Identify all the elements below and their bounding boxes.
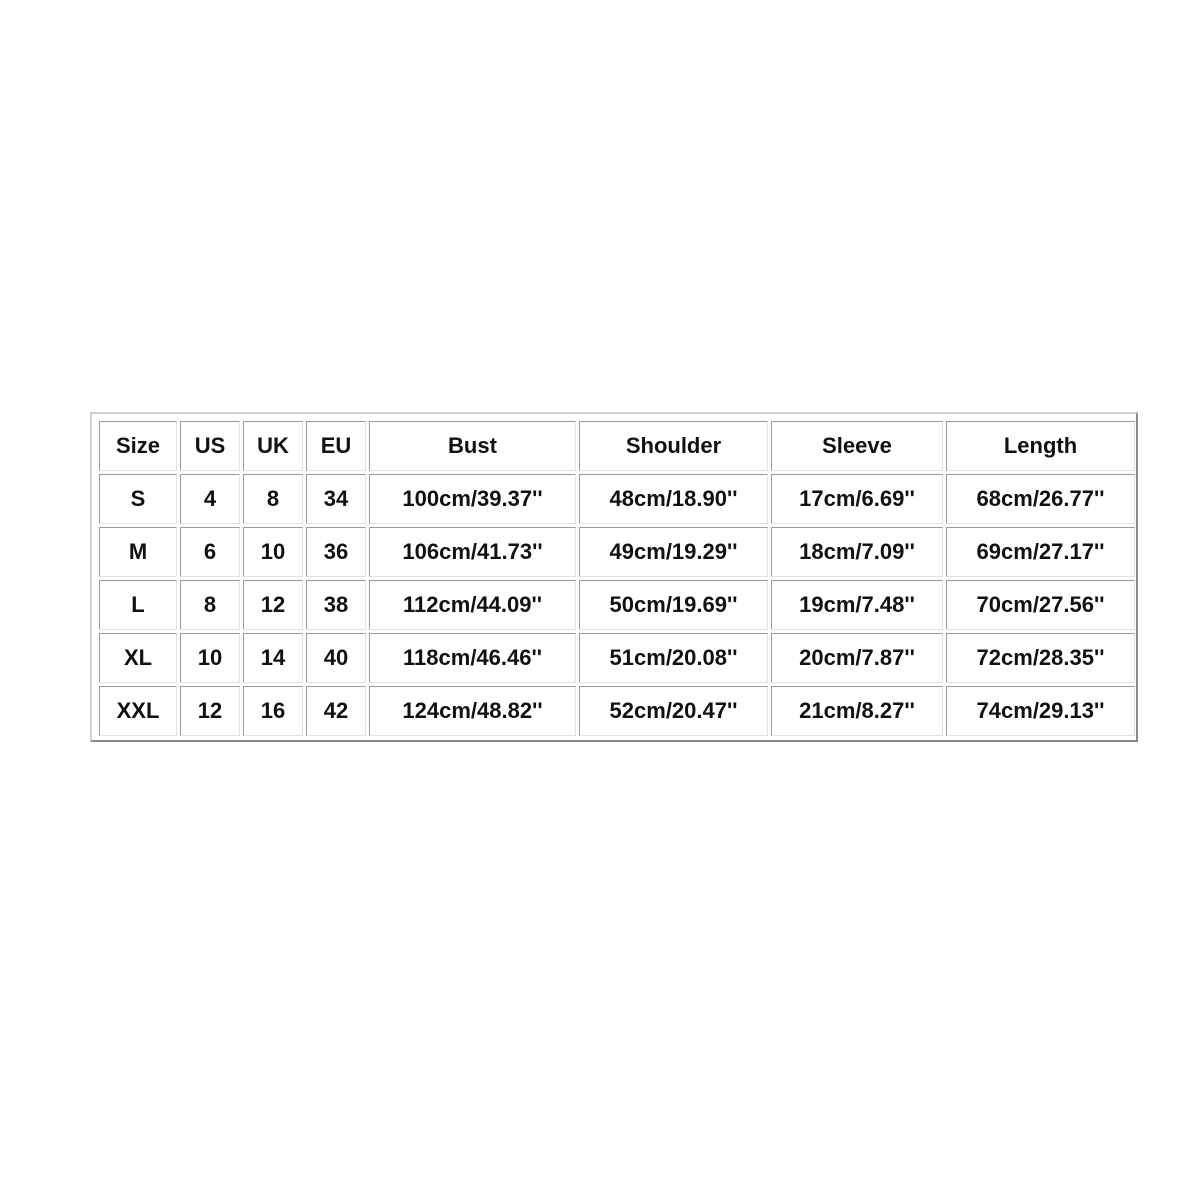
cell-us: 12 — [180, 686, 240, 736]
cell-sleeve: 20cm/7.87'' — [771, 633, 943, 683]
table-row — [99, 527, 1135, 577]
cell-us: 8 — [180, 580, 240, 630]
cell-shoulder: 49cm/19.29'' — [579, 527, 768, 577]
cell-bust: 124cm/48.82'' — [369, 686, 576, 736]
cell-shoulder: 50cm/19.69'' — [579, 580, 768, 630]
cell-eu: 34 — [306, 474, 366, 524]
cell-bust: 100cm/39.37'' — [369, 474, 576, 524]
cell-length: 68cm/26.77'' — [946, 474, 1135, 524]
header-row — [99, 421, 1135, 471]
cell-sleeve: 21cm/8.27'' — [771, 686, 943, 736]
header-size: Size — [99, 421, 177, 471]
cell-size: S — [99, 474, 177, 524]
cell-uk: 8 — [243, 474, 303, 524]
cell-eu: 40 — [306, 633, 366, 683]
header-us: US — [180, 421, 240, 471]
header-length: Length — [946, 421, 1135, 471]
cell-us: 10 — [180, 633, 240, 683]
cell-length: 74cm/29.13'' — [946, 686, 1135, 736]
cell-bust: 106cm/41.73'' — [369, 527, 576, 577]
cell-sleeve: 17cm/6.69'' — [771, 474, 943, 524]
cell-bust: 118cm/46.46'' — [369, 633, 576, 683]
cell-uk: 14 — [243, 633, 303, 683]
cell-bust: 112cm/44.09'' — [369, 580, 576, 630]
cell-size: XL — [99, 633, 177, 683]
cell-size: L — [99, 580, 177, 630]
cell-sleeve: 18cm/7.09'' — [771, 527, 943, 577]
cell-shoulder: 48cm/18.90'' — [579, 474, 768, 524]
header-bust: Bust — [369, 421, 576, 471]
size-chart — [90, 412, 1138, 742]
table-row — [99, 633, 1135, 683]
table-row — [99, 580, 1135, 630]
cell-size: M — [99, 527, 177, 577]
cell-length: 69cm/27.17'' — [946, 527, 1135, 577]
cell-uk: 10 — [243, 527, 303, 577]
cell-uk: 16 — [243, 686, 303, 736]
cell-eu: 36 — [306, 527, 366, 577]
cell-size: XXL — [99, 686, 177, 736]
cell-length: 72cm/28.35'' — [946, 633, 1135, 683]
header-eu: EU — [306, 421, 366, 471]
header-shoulder: Shoulder — [579, 421, 768, 471]
cell-eu: 42 — [306, 686, 366, 736]
table-row — [99, 686, 1135, 736]
cell-us: 4 — [180, 474, 240, 524]
cell-length: 70cm/27.56'' — [946, 580, 1135, 630]
table-row — [99, 474, 1135, 524]
cell-uk: 12 — [243, 580, 303, 630]
header-uk: UK — [243, 421, 303, 471]
cell-shoulder: 51cm/20.08'' — [579, 633, 768, 683]
cell-us: 6 — [180, 527, 240, 577]
header-sleeve: Sleeve — [771, 421, 943, 471]
cell-shoulder: 52cm/20.47'' — [579, 686, 768, 736]
cell-sleeve: 19cm/7.48'' — [771, 580, 943, 630]
size-chart-table — [96, 418, 1138, 739]
cell-eu: 38 — [306, 580, 366, 630]
